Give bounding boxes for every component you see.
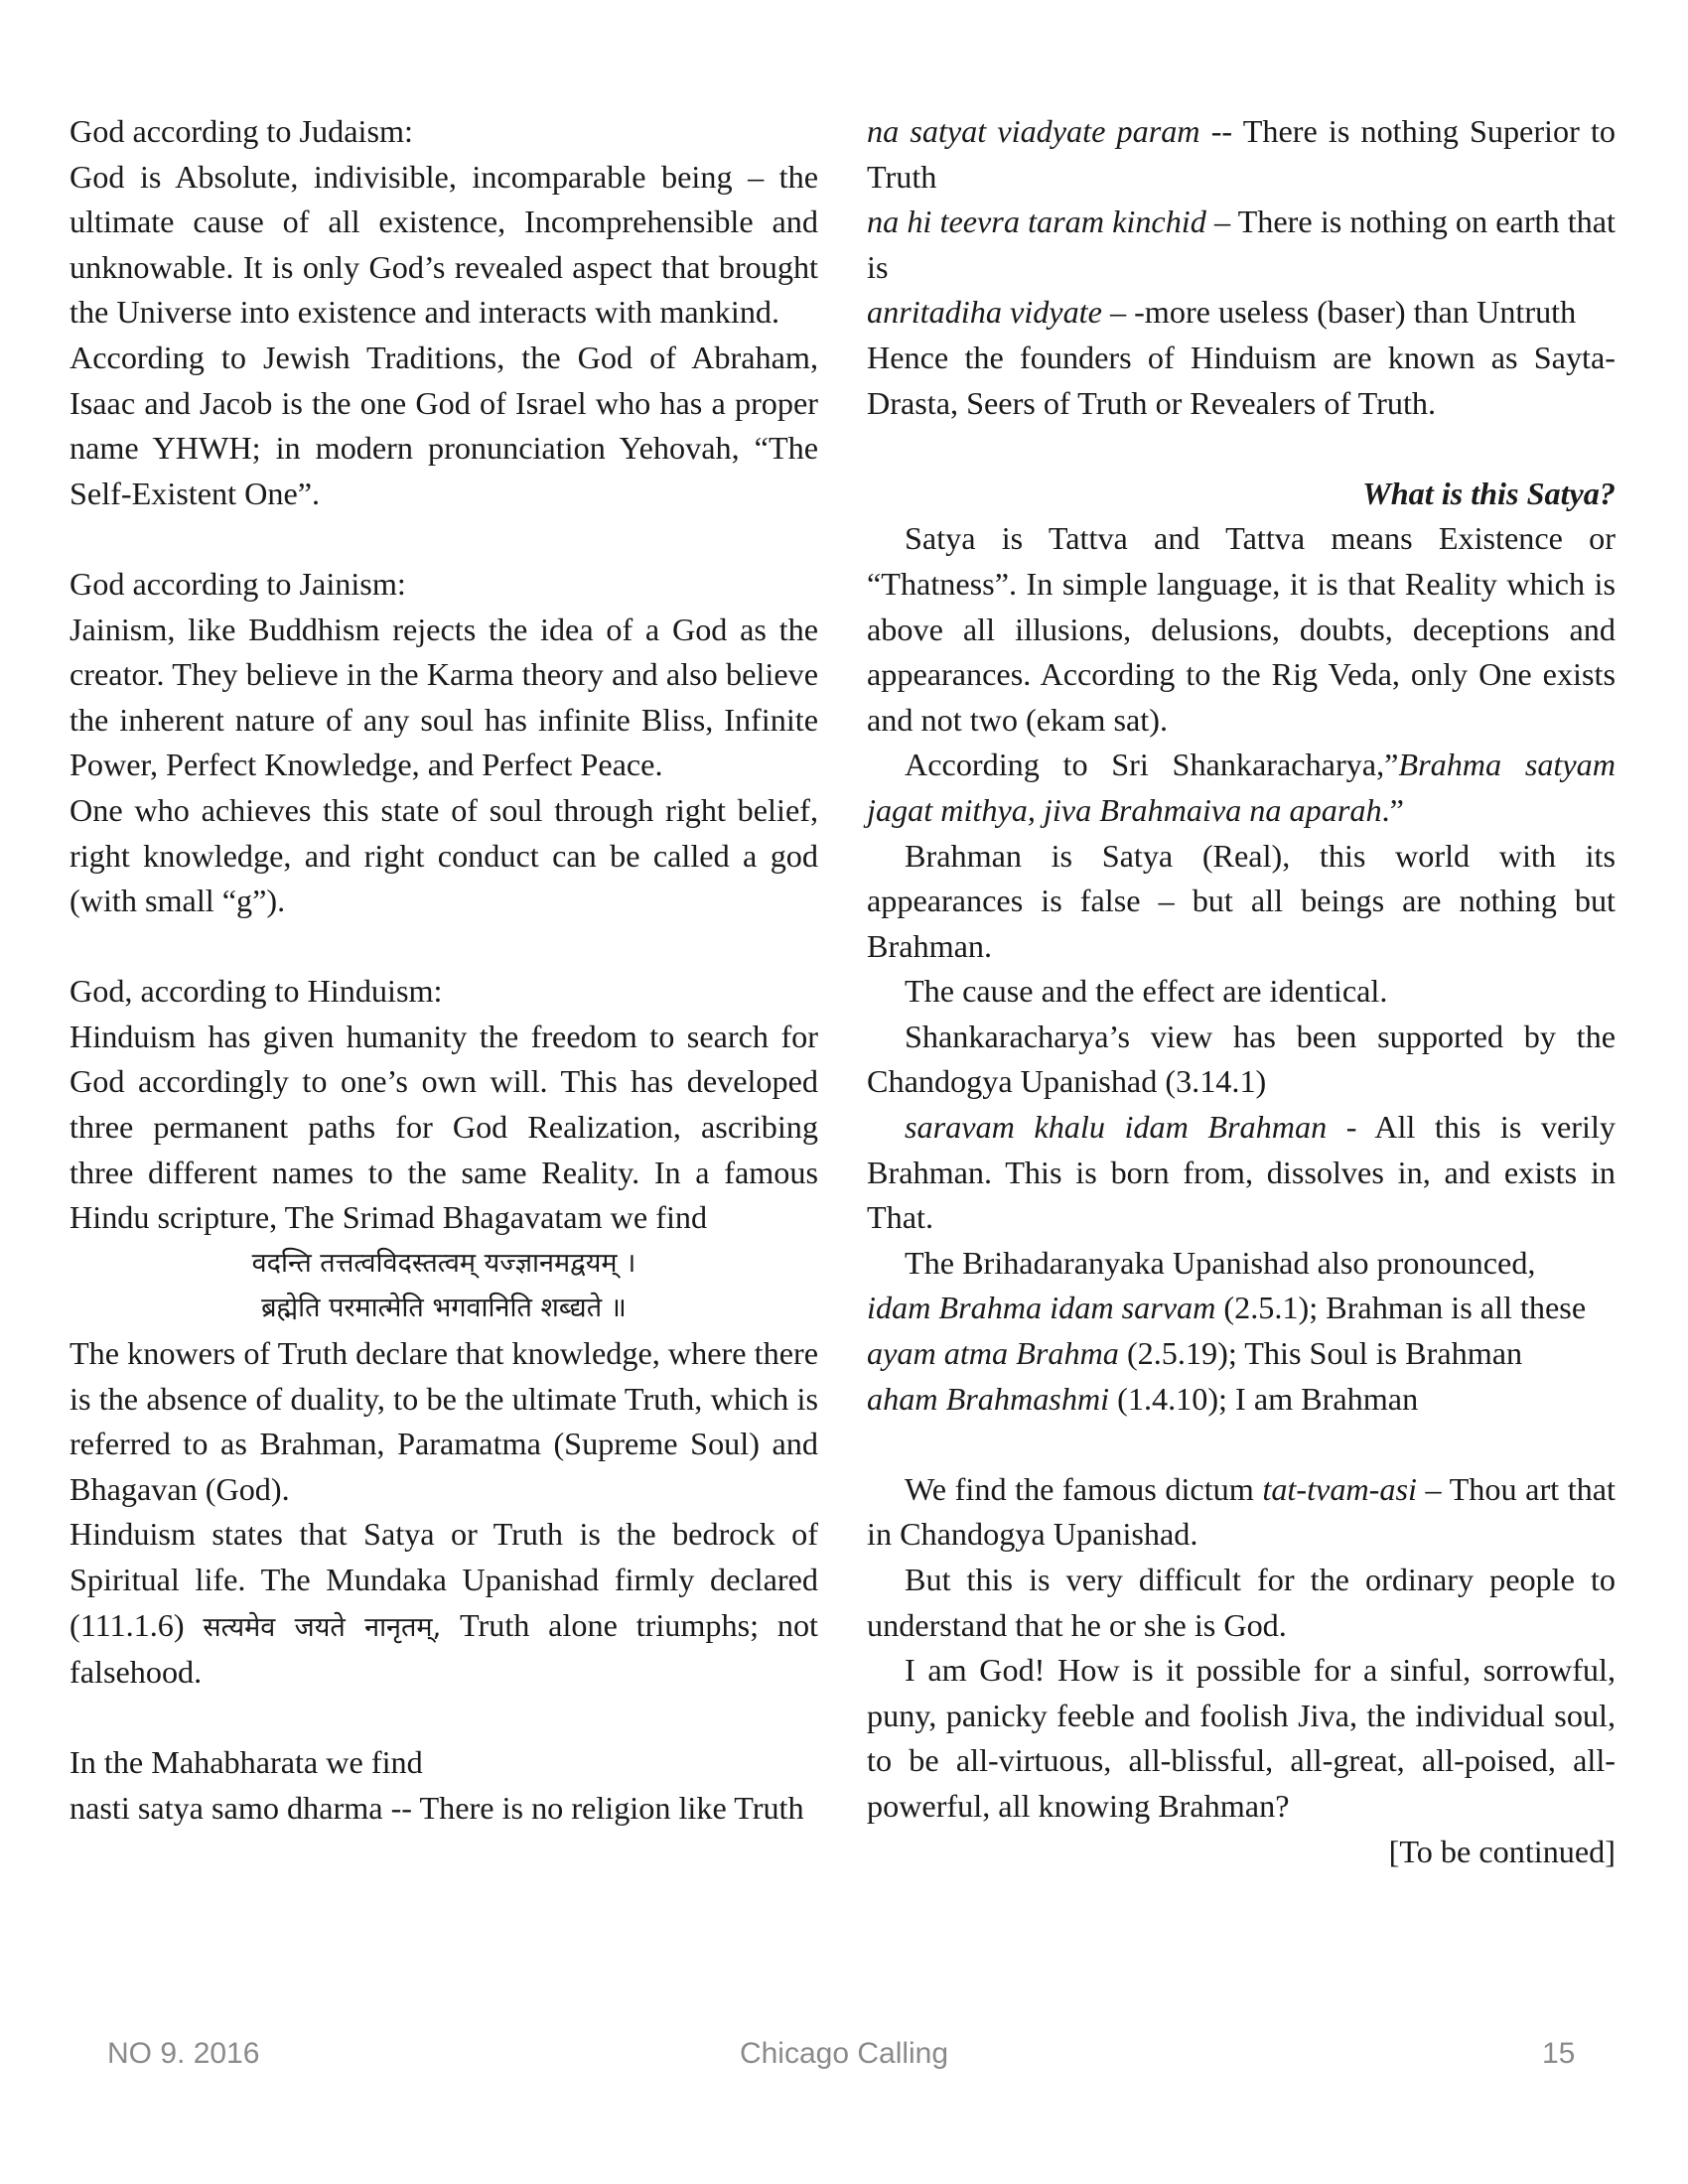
left-column [70, 109, 818, 1832]
quote-3-translation: – -more useless (baser) than Untruth [1101, 294, 1577, 331]
hinduism-paragraph-1: Hinduism has given humanity the freedom to search for God accordingly to one’s own will. This has developed three permanent paths for God Realization, ascribing three different names to the same Reality. In a famous Hindu scripture, The Srimad Bhagavatam we find [70, 1018, 818, 1236]
satya-heading: What is this Satya? [1362, 475, 1616, 511]
idam-line [867, 1286, 1616, 1331]
judaism-heading: God according to Judaism: [70, 113, 413, 149]
idam-translation: (2.5.1); Brahman is all these [1215, 1290, 1587, 1326]
footer-publication: Chicago Calling [739, 2037, 949, 2070]
shankara-quote: Brahma satyam jagat mithya, jiva Brahmaiva na aparah [867, 747, 1617, 828]
spacer [70, 516, 818, 562]
mundaka-sanskrit: सत्यमेव जयते नानृतम्, [203, 1611, 442, 1643]
chandogya-paragraph: Shankaracharya’s view has been supported by the Chandogya Upanishad (3.14.1) [867, 1018, 1616, 1100]
brihadaranyaka-paragraph: The Brihadaranyaka Upanishad also pronounced, [905, 1244, 1536, 1281]
judaism-paragraph-2: According to Jewish Traditions, the God of Abraham, Isaac and Jacob is the one God of Israel who has a proper name YHWH; in modern pronunciation Yehovah, “The Self-Existent One”. [70, 339, 818, 511]
difficult-paragraph: But this is very difficult for the ordinary people to understand that he or she is God. [867, 1562, 1616, 1643]
quote-3-sanskrit: anritadiha vidyate [867, 294, 1102, 331]
spacer [70, 1696, 818, 1741]
quote-1-translation: -- There is nothing Superior to Truth [867, 113, 1616, 195]
idam-quote: idam Brahma idam sarvam [867, 1290, 1216, 1326]
right-column [867, 109, 1616, 1874]
jainism-paragraph-2: One who achieves this state of soul through right belief, right knowledge, and right conduct can be called a god (with small “g”). [70, 791, 818, 919]
dictum-quote: tat-tvam-asi [1262, 1470, 1417, 1507]
quote-2-translation: – There is nothing on earth that is [867, 204, 1616, 285]
sanskrit-verse-line-2: ब्रह्मेति परमात्मेति भगवानिति शब्द्यते ॥ [261, 1293, 627, 1324]
quote-2-sanskrit: na hi teevra taram kinchid [867, 204, 1206, 240]
saravam-quote: saravam khalu idam Brahman [905, 1109, 1328, 1146]
jainism-paragraph-1: Jainism, like Buddhism rejects the idea of a God as the creator. They believe in the Karma theory and also believe the inherent nature of any soul has infinite Bliss, Infinite Power, Perfect Knowledge, and Perfect Peace. [70, 611, 818, 783]
hinduism-paragraph-2: The knowers of Truth declare that knowledge, where there is the absence of duality, to be the ultimate Truth, which is referred to as Brahman, Paramatma (Supreme Soul) and Bhagavan (God). [70, 1335, 818, 1507]
aham-quote: aham Brahmashmi [867, 1380, 1110, 1417]
hinduism-paragraph-3 [70, 1512, 818, 1695]
i-am-god-paragraph: I am God! How is it possible for a sinful, sorrowful, puny, panicky feeble and foolish Jiva, the individual soul, to be all-virtuous, all-blissful, all-great, all-poised, all-powerful, all knowing Brahman? [867, 1652, 1616, 1824]
dictum-text-a: We find the famous dictum [905, 1470, 1263, 1507]
quote-1-sanskrit: na satyat viadyate param [867, 113, 1200, 149]
mundaka-text-a: Hinduism states that Satya or Truth is the bedrock of Spiritual life. The Mundaka Upanishad firmly declared (111.1.6) [70, 1516, 818, 1643]
sanskrit-verse-line-1: वदन्ति तत्तत्वविदस्तत्वम् यज्ज्ञानमद्वयम् । [251, 1247, 636, 1279]
spacer [70, 924, 818, 970]
to-be-continued: [To be continued] [1388, 1833, 1616, 1869]
mahabharata-quote: nasti satya samo dharma -- There is no religion like Truth [70, 1789, 804, 1826]
ayam-translation: (2.5.19); This Soul is Brahman [1118, 1335, 1523, 1372]
mundaka-text-b: Truth alone triumphs; not falsehood. [70, 1606, 818, 1691]
ayam-line [867, 1331, 1616, 1377]
footer-issue: NO 9. 2016 [107, 2037, 260, 2070]
shankara-paragraph [867, 743, 1616, 833]
spacer [867, 426, 1616, 472]
quote-1 [867, 109, 1616, 200]
aham-translation: (1.4.10); I am Brahman [1109, 1380, 1419, 1417]
spacer [867, 1422, 1616, 1467]
founders-paragraph: Hence the founders of Hinduism are known as Sayta-Drasta, Seers of Truth or Revealers of Truth. [867, 339, 1616, 421]
jainism-heading: God according to Jainism: [70, 565, 406, 602]
footer-page-number: 15 [1542, 2037, 1576, 2070]
shankara-text-b: .” [1381, 791, 1404, 828]
cause-effect-paragraph: The cause and the effect are identical. [905, 973, 1388, 1010]
quote-2 [867, 200, 1616, 290]
brahman-real-paragraph: Brahman is Satya (Real), this world with its appearances is false – but all beings are nothing but Brahman. [867, 837, 1616, 964]
aham-line [867, 1377, 1616, 1423]
hinduism-heading: God, according to Hinduism: [70, 973, 443, 1010]
ayam-quote: ayam atma Brahma [867, 1335, 1119, 1372]
mahabharata-intro: In the Mahabharata we find [70, 1744, 423, 1781]
shankara-text-a: According to Sri Shankaracharya,” [905, 747, 1399, 783]
satya-paragraph: Satya is Tattva and Tattva means Existence or “Thatness”. In simple language, it is that Reality which is above all illusions, delusions, doubts, deceptions and appearances. According to the Rig Veda, only One exists and not two (ekam sat). [867, 520, 1616, 738]
saravam-translation: - All this is verily Brahman. This is born from, dissolves in, and exists in That. [867, 1109, 1617, 1236]
quote-3 [867, 290, 1616, 336]
judaism-paragraph-1: God is Absolute, indivisible, incomparable being – the ultimate cause of all existence, Incomprehensible and unknowable. It is only God’s revealed aspect that brought the Universe into existence and interacts with mankind. [70, 158, 818, 331]
dictum-paragraph [867, 1467, 1616, 1558]
saravam-paragraph [867, 1105, 1616, 1241]
dictum-text-b: – Thou art that in Chandogya Upanishad. [867, 1470, 1616, 1553]
